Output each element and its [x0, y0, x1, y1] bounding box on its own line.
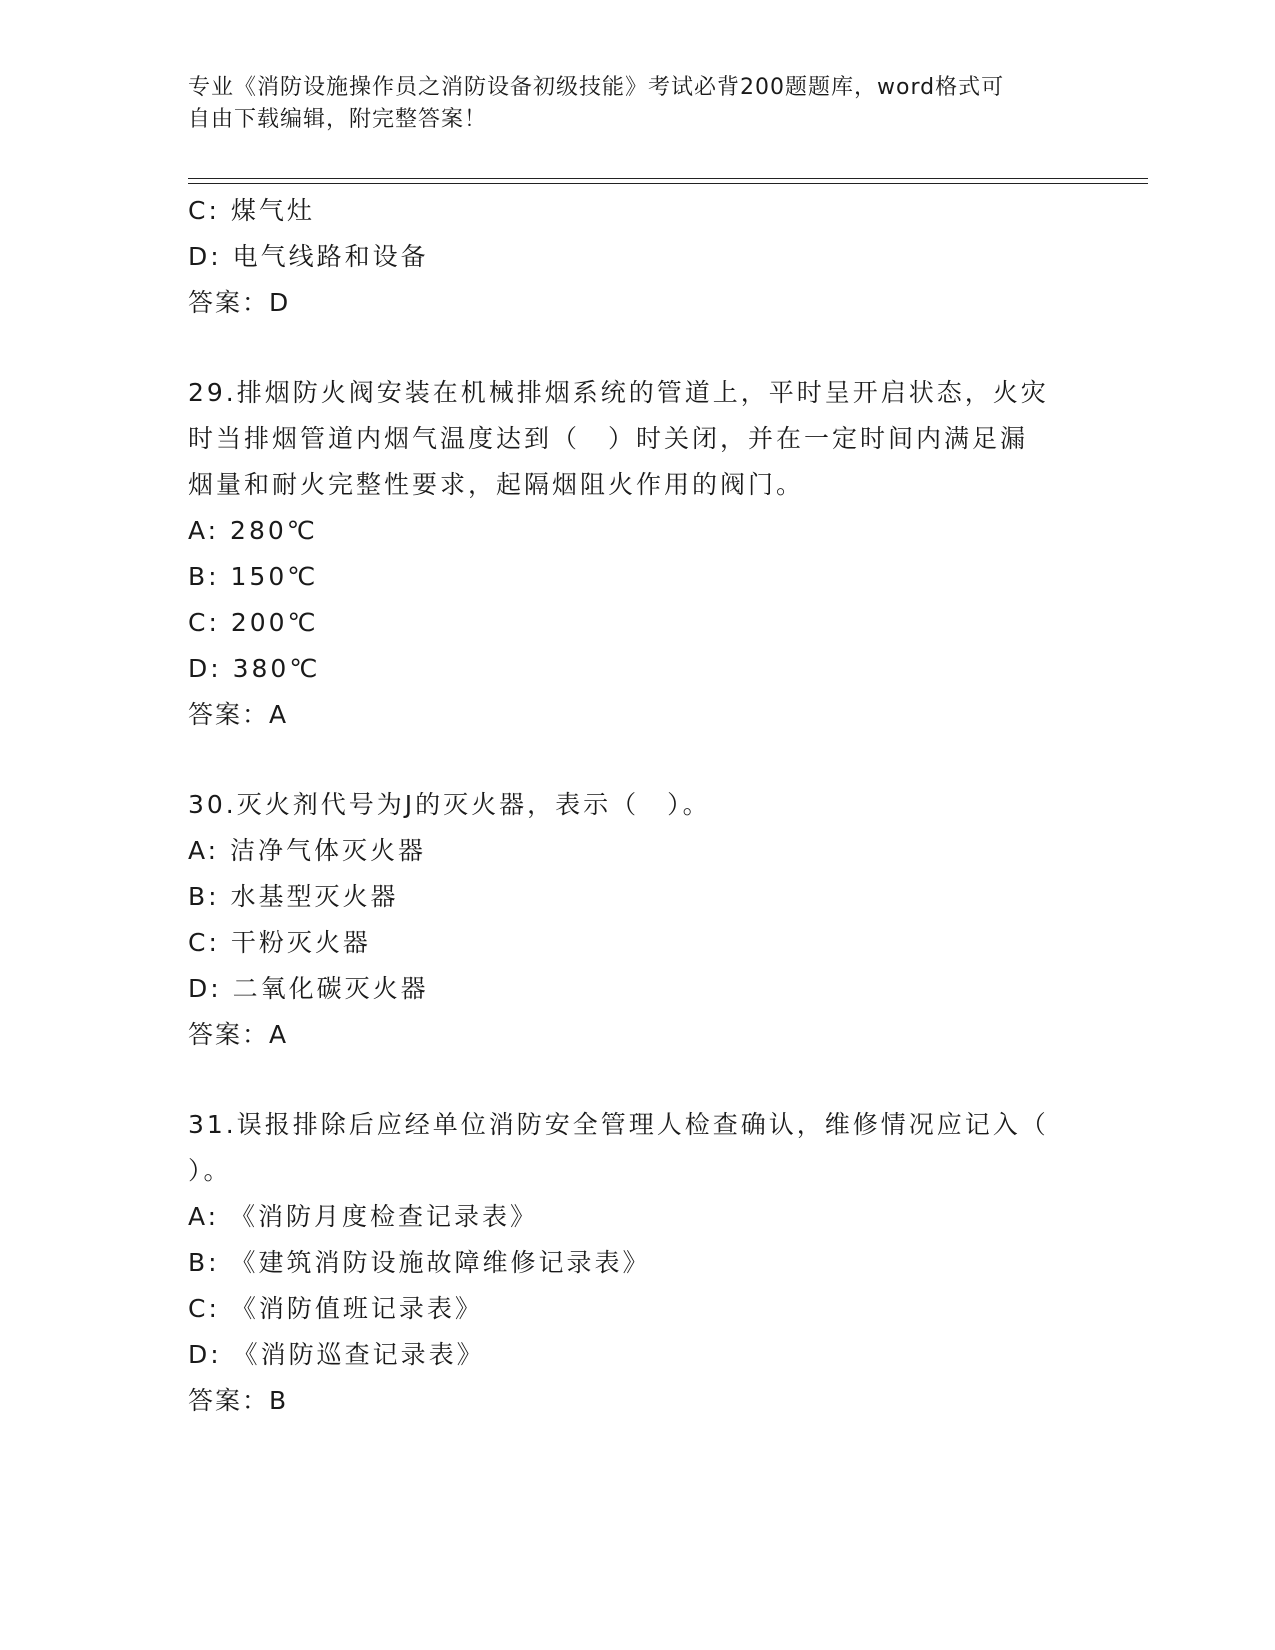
- option-d: D: 380℃: [188, 654, 321, 683]
- option-a: A: 280℃: [188, 516, 318, 545]
- question-list: [188, 188, 1088, 1424]
- document-header: [188, 72, 1088, 136]
- option-b: B: 《建筑消防设施故障维修记录表》: [188, 1248, 651, 1277]
- question-stem: 时当排烟管道内烟气温度达到（ ）时关闭，并在一定时间内满足漏: [188, 424, 1029, 453]
- spacer: [188, 326, 1088, 370]
- option-b: B: 150℃: [188, 562, 319, 591]
- option-a: A: 《消防月度检查记录表》: [188, 1202, 539, 1231]
- option-b: B: 水基型灭火器: [188, 882, 399, 911]
- question-stem: 烟量和耐火完整性要求，起隔烟阻火作用的阀门。: [188, 470, 805, 499]
- option-d: D: 二氧化碳灭火器: [188, 974, 429, 1003]
- question-29: [188, 370, 1088, 738]
- header-line-2: 自由下载编辑，附完整答案！: [188, 107, 488, 132]
- header-divider-top: [188, 178, 1148, 179]
- answer-line: 答案：D: [188, 288, 291, 317]
- answer-line: 答案：B: [188, 1386, 289, 1415]
- option-c: C: 干粉灭火器: [188, 928, 371, 957]
- spacer: [188, 738, 1088, 782]
- question-stem: 31.误报排除后应经单位消防安全管理人检查确认，维修情况应记入（: [188, 1110, 1049, 1139]
- header-line-1: 专业《消防设施操作员之消防设备初级技能》考试必背200题题库，word格式可: [188, 75, 1005, 100]
- question-30: [188, 782, 1088, 1058]
- option-c: C: 《消防值班记录表》: [188, 1294, 483, 1323]
- option-c: C: 煤气灶: [188, 196, 315, 225]
- answer-line: 答案：A: [188, 700, 289, 729]
- option-c: C: 200℃: [188, 608, 319, 637]
- spacer: [188, 1058, 1088, 1102]
- question-stem: 30.灭火剂代号为J的灭火器，表示（ ）。: [188, 790, 711, 819]
- option-a: A: 洁净气体灭火器: [188, 836, 427, 865]
- question-stem: 29.排烟防火阀安装在机械排烟系统的管道上，平时呈开启状态，火灾: [188, 378, 1049, 407]
- option-d: D: 电气线路和设备: [188, 242, 429, 271]
- header-divider-bottom: [188, 183, 1148, 184]
- question-stem: ）。: [188, 1156, 232, 1185]
- question-fragment: [188, 188, 1088, 326]
- answer-line: 答案：A: [188, 1020, 289, 1049]
- option-d: D: 《消防巡查记录表》: [188, 1340, 485, 1369]
- question-31: [188, 1102, 1088, 1424]
